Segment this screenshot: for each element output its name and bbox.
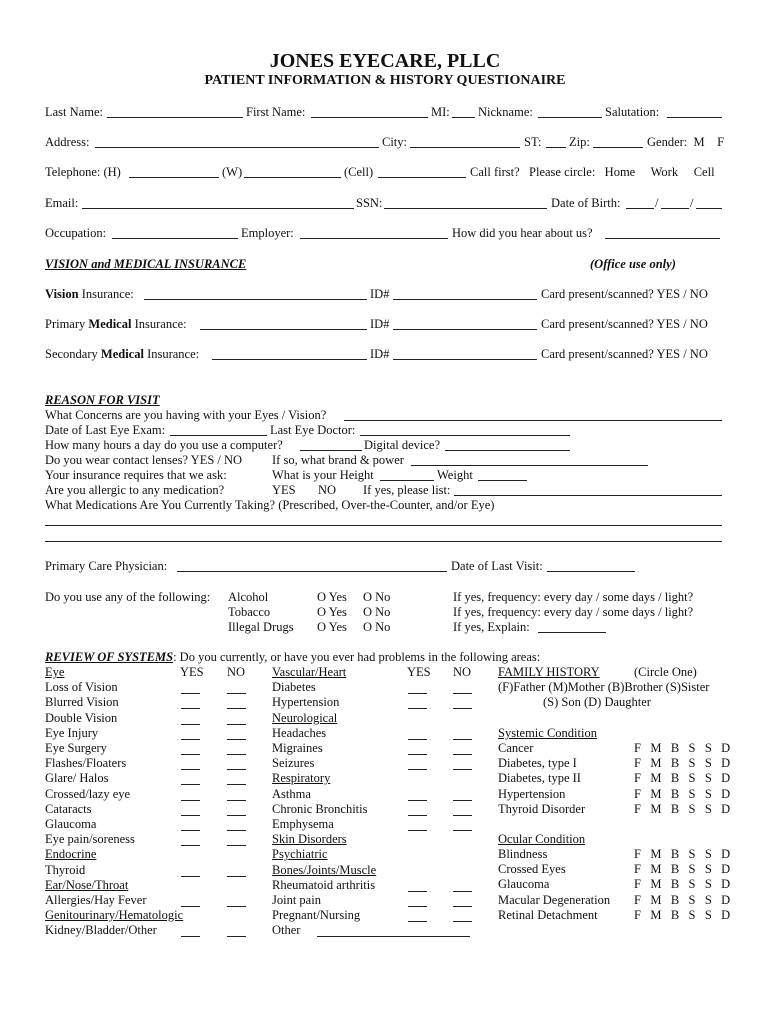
ros-yes-field[interactable] [181,800,200,801]
ros-yes-field[interactable] [181,739,200,740]
email-field[interactable] [82,208,354,209]
ros-category-heading: Vascular/Heart [272,665,347,679]
practice-name: JONES EYECARE, PLLC [269,50,501,72]
family-member-options[interactable]: F M B S S D [634,862,731,877]
insurance-requires-note: Your insurance requires that we ask: [45,468,227,482]
substance-name: Tobacco [228,605,271,619]
ros-yes-field[interactable] [408,800,427,801]
computer-hours-label: How many hours a day do you use a computer? [45,438,283,452]
ros-condition-label: Eye pain/soreness [45,832,135,847]
ros-condition-label: Loss of Vision [45,680,118,695]
ocular-condition-label: Glaucoma [498,877,550,892]
ocular-heading: Ocular Condition [498,832,586,846]
insurance-suffix: Insurance: [78,287,134,301]
ocular-condition-label: Retinal Detachment [498,907,598,922]
height-label: What is your Height [272,468,374,482]
work-phone-field[interactable] [244,177,341,178]
ros-no-field[interactable] [227,830,246,831]
referral-field[interactable] [605,238,720,239]
state-field[interactable] [546,147,566,148]
ros-condition-label: Other [272,923,301,938]
allergy-yes-option[interactable]: YES [272,483,296,497]
last-name-label: Last Name: [45,105,103,119]
medications-field-line-1[interactable] [45,525,722,526]
ros-no-field[interactable] [227,769,246,770]
last-doctor-field[interactable] [360,435,570,436]
ros-no-field[interactable] [227,906,246,907]
weight-field[interactable] [478,480,527,481]
substance-followup: If yes, frequency: every day / some days / light? [453,605,694,619]
state-label: ST: [524,135,542,149]
medications-label: What Medications Are You Currently Taking? (Prescribed, Over-the-Counter, and/or Eye) [45,498,495,512]
allergy-question: Are you allergic to any medication? [45,483,225,497]
ros-condition-label: Glaucoma [45,817,97,831]
office-use-note: (Office use only) [590,257,676,271]
systemic-condition-label: Thyroid Disorder [498,801,586,816]
employer-label: Employer: [241,226,294,240]
contacts-brand-field[interactable] [411,465,648,466]
ros-condition-label: Diabetes [272,680,316,695]
ros-yes-field[interactable] [181,769,200,770]
ros-no-field[interactable] [227,936,246,937]
family-member-options[interactable]: F M B S S D [634,756,731,771]
dob-year-field[interactable] [696,208,722,209]
last-exam-field[interactable] [170,435,267,436]
ros-yes-field[interactable] [181,693,200,694]
family-member-options[interactable]: F M B S S D [634,741,731,755]
last-visit-field[interactable] [547,571,635,572]
ros-condition-label: Chronic Bronchitis [272,801,368,816]
ros-yes-field[interactable] [181,784,200,785]
ros-no-field[interactable] [453,891,472,892]
address-label: Address: [45,135,90,149]
insurance-suffix: Insurance: [143,347,200,361]
zip-field[interactable] [593,147,643,148]
mi-label: MI: [431,105,450,119]
ros-no-field[interactable] [227,693,246,694]
concerns-field[interactable] [344,420,722,421]
ros-condition-label: Double Vision [45,710,118,725]
ros-yes-field[interactable] [181,815,200,816]
first-name-field[interactable] [311,117,428,118]
reason-heading: REASON FOR VISIT [45,393,160,407]
insurance-prefix: Primary [45,317,89,331]
family-circle-note: (Circle One) [634,665,697,679]
ros-yes-field[interactable] [408,693,427,694]
systemic-condition-label: Hypertension [498,786,566,801]
ros-yes-field[interactable] [408,906,427,907]
salutation-label: Salutation: [605,105,660,119]
insurance-id-label: ID# [370,287,390,301]
insurance-name-field[interactable] [212,359,367,360]
card-scanned-options[interactable]: Card present/scanned? YES / NO [541,287,708,301]
medications-field-line-2[interactable] [45,541,722,542]
ros-yes-field[interactable] [181,845,200,846]
family-member-options[interactable]: F M B S S D [634,771,731,786]
ros-intro-line [45,650,540,665]
family-member-options[interactable]: F M B S S D [634,801,731,816]
ros-intro: : Do you currently, or have you ever had problems in the following areas: [173,650,541,664]
family-history-heading: FAMILY HISTORY [498,665,600,679]
ros-category-heading: Genitourinary/Hematologic [45,908,184,923]
ros-yes-field[interactable] [408,708,427,709]
work-phone-label: (W) [222,165,243,179]
occupation-label: Occupation: [45,226,107,240]
ros-col1-yes-header: YES [180,665,204,679]
ros-condition-label: Eye Injury [45,725,99,740]
insurance-name-field[interactable] [200,329,367,330]
ros-no-field[interactable] [227,845,246,846]
ros-yes-field[interactable] [181,830,200,831]
ros-condition-label: Allergies/Hay Fever [45,893,147,907]
dob-day-field[interactable] [661,208,689,209]
insurance-name-field[interactable] [144,299,367,300]
dob-slash: / [690,196,694,210]
ros-condition-label: Emphysema [272,817,334,831]
substance-followup: If yes, frequency: every day / some days / light? [453,590,694,604]
ros-other-field[interactable] [317,936,470,937]
substance-yes-option[interactable]: O Yes [317,590,347,604]
allergy-no-option[interactable]: NO [318,483,337,497]
insurance-type: Medical [100,347,144,361]
substance-no-option[interactable]: O No [363,605,391,619]
pcp-field[interactable] [177,571,447,572]
last-exam-label: Date of Last Eye Exam: [45,423,166,437]
first-name-label: First Name: [246,105,306,119]
insurance-id-field[interactable] [393,359,537,360]
ros-no-field[interactable] [227,754,246,755]
city-label: City: [382,135,408,149]
ros-no-field[interactable] [227,708,246,709]
substance-no-option[interactable]: O No [363,620,391,634]
ros-category-heading: Eye [45,665,65,679]
systemic-condition-label: Cancer [498,741,534,755]
insurance-id-field[interactable] [393,329,537,330]
ros-yes-field[interactable] [408,921,427,922]
ros-yes-field[interactable] [181,708,200,709]
ros-yes-field[interactable] [408,754,427,755]
email-label: Email: [45,196,79,210]
ros-category-heading: Neurological [272,710,338,725]
card-scanned-options[interactable]: Card present/scanned? YES / NO [541,317,708,331]
insurance-suffix: Insurance: [131,317,187,331]
ocular-condition-label: Macular Degeneration [498,892,611,907]
city-field[interactable] [410,147,520,148]
family-member-options[interactable]: F M B S S D [634,907,731,922]
insurance-type: Vision [45,287,79,301]
zip-label: Zip: [569,135,590,149]
gender-options[interactable]: Gender: M F [647,135,725,149]
substance-yes-option[interactable]: O Yes [317,605,347,619]
computer-hours-field[interactable] [300,450,362,451]
ros-condition-label: Flashes/Floaters [45,756,127,771]
ros-condition-label: Crossed/lazy eye [45,786,131,801]
last-visit-label: Date of Last Visit: [451,559,543,573]
ros-category-heading: Endocrine [45,847,97,862]
cell-phone-label: (Cell) [344,165,374,179]
ros-yes-field[interactable] [408,739,427,740]
ros-yes-field[interactable] [181,754,200,755]
pcp-label: Primary Care Physician: [45,559,168,573]
ros-no-field[interactable] [453,739,472,740]
ros-condition-label: Rheumatoid arthritis [272,877,376,892]
systemic-condition-label: Diabetes, type I [498,756,577,771]
ros-condition-label: Joint pain [272,893,321,907]
home-phone-label: Telephone: (H) [45,165,121,179]
family-legend-2: (S) Son (D) Daughter [543,695,651,709]
contacts-question[interactable]: Do you wear contact lenses? YES / NO [45,453,243,467]
substance-yes-option[interactable]: O Yes [317,620,347,634]
ros-no-field[interactable] [453,800,472,801]
ros-condition-label: Asthma [272,786,311,801]
substances-prompt: Do you use any of the following: [45,590,211,604]
ros-yes-field[interactable] [181,724,200,725]
systemic-condition-label: Diabetes, type II [498,771,581,786]
family-member-options[interactable]: F M B S S D [634,877,731,892]
ros-condition-label: Seizures [272,756,315,771]
form-title: PATIENT INFORMATION & HISTORY QUESTIONAIRE [204,73,566,88]
card-scanned-options[interactable]: Card present/scanned? YES / NO [541,347,708,361]
ros-no-field[interactable] [453,830,472,831]
ros-category-heading: Psychiatric [272,847,328,862]
ocular-condition-label: Blindness [498,847,548,861]
insurance-heading: VISION and MEDICAL INSURANCE [45,257,247,271]
referral-label: How did you hear about us? [452,226,593,240]
ros-condition-label: Cataracts [45,801,92,816]
insurance-row-label [45,317,187,332]
mi-field[interactable] [452,117,475,118]
last-name-field[interactable] [107,117,243,118]
ros-yes-field[interactable] [408,769,427,770]
cell-phone-field[interactable] [378,177,466,178]
ros-condition-label: Pregnant/Nursing [272,908,361,923]
ros-no-field[interactable] [453,708,472,709]
ros-condition-label: Glare/ Halos [45,771,109,786]
height-field[interactable] [380,480,434,481]
ssn-field[interactable] [384,208,547,209]
ros-condition-label: Eye Surgery [45,741,107,755]
digital-device-field[interactable] [445,450,570,451]
ros-no-field[interactable] [227,724,246,725]
ros-heading: REVIEW OF SYSTEMS [45,650,174,664]
ros-yes-field[interactable] [408,815,427,816]
employer-field[interactable] [300,238,448,239]
insurance-prefix: Secondary [45,347,101,361]
substance-name: Alcohol [228,590,269,604]
ros-condition-label: Hypertension [272,695,340,710]
ros-no-field[interactable] [453,693,472,694]
digital-device-label: Digital device? [364,438,441,452]
insurance-id-label: ID# [370,317,390,331]
insurance-id-field[interactable] [393,299,537,300]
ros-category-heading: Ear/Nose/Throat [45,877,129,892]
ros-no-field[interactable] [453,815,472,816]
salutation-field[interactable] [667,117,722,118]
occupation-field[interactable] [112,238,238,239]
contacts-brand-label: If so, what brand & power [272,453,404,467]
weight-label: Weight [437,468,473,482]
substance-no-option[interactable]: O No [363,590,391,604]
last-doctor-label: Last Eye Doctor: [270,423,356,437]
insurance-row-label [45,347,199,362]
substance-name: Illegal Drugs [228,620,294,634]
ros-yes-field[interactable] [408,891,427,892]
insurance-type: Medical [88,317,132,331]
ros-no-field[interactable] [227,815,246,816]
allergy-list-field[interactable] [454,495,722,496]
family-legend-1: (F)Father (M)Mother (B)Brother (S)Sister [498,680,710,694]
ros-col1-no-header: NO [227,665,246,679]
insurance-id-label: ID# [370,347,390,361]
dob-month-field[interactable] [626,208,654,209]
ros-condition-label: Blurred Vision [45,695,119,710]
family-member-options[interactable]: F M B S S D [634,786,731,801]
ros-no-field[interactable] [227,784,246,785]
systemic-heading: Systemic Condition [498,726,597,740]
ros-no-field[interactable] [227,800,246,801]
ros-no-field[interactable] [227,739,246,740]
explain-field[interactable] [538,632,606,633]
ros-yes-field[interactable] [181,876,200,877]
ssn-label: SSN: [356,196,383,210]
ros-no-field[interactable] [453,754,472,755]
ros-condition-label: Headaches [272,725,327,740]
ros-condition-label: Migraines [272,741,323,755]
ros-no-field[interactable] [453,906,472,907]
concerns-label: What Concerns are you having with your Eyes / Vision? [45,408,327,422]
ocular-condition-label: Crossed Eyes [498,862,566,877]
nickname-label: Nickname: [478,105,533,119]
allergy-list-label: If yes, please list: [363,483,451,497]
ros-condition-label: Kidney/Bladder/Other [45,923,157,938]
ros-no-field[interactable] [453,921,472,922]
ros-no-field[interactable] [227,876,246,877]
family-member-options[interactable]: F M B S S D [634,892,731,907]
call-first-options[interactable]: Call first? Please circle: Home Work Cell [470,165,715,179]
ros-yes-field[interactable] [181,906,200,907]
ros-category-heading: Bones/Joints/Muscle [272,862,377,877]
dob-label: Date of Birth: [551,196,621,210]
ros-condition-label: Thyroid [45,862,86,877]
home-phone-field[interactable] [129,177,219,178]
dob-slash: / [655,196,659,210]
ros-col2-no-header: NO [453,665,472,679]
insurance-row-label [45,287,134,302]
ros-yes-field[interactable] [408,830,427,831]
ros-category-heading: Skin Disorders [272,832,347,847]
address-field[interactable] [95,147,379,148]
ros-yes-field[interactable] [181,936,200,937]
ros-no-field[interactable] [453,769,472,770]
family-member-options[interactable]: F M B S S D [634,847,731,861]
substance-followup: If yes, Explain: [453,620,530,634]
ros-col2-yes-header: YES [407,665,431,679]
ros-category-heading: Respiratory [272,771,331,786]
nickname-field[interactable] [538,117,602,118]
